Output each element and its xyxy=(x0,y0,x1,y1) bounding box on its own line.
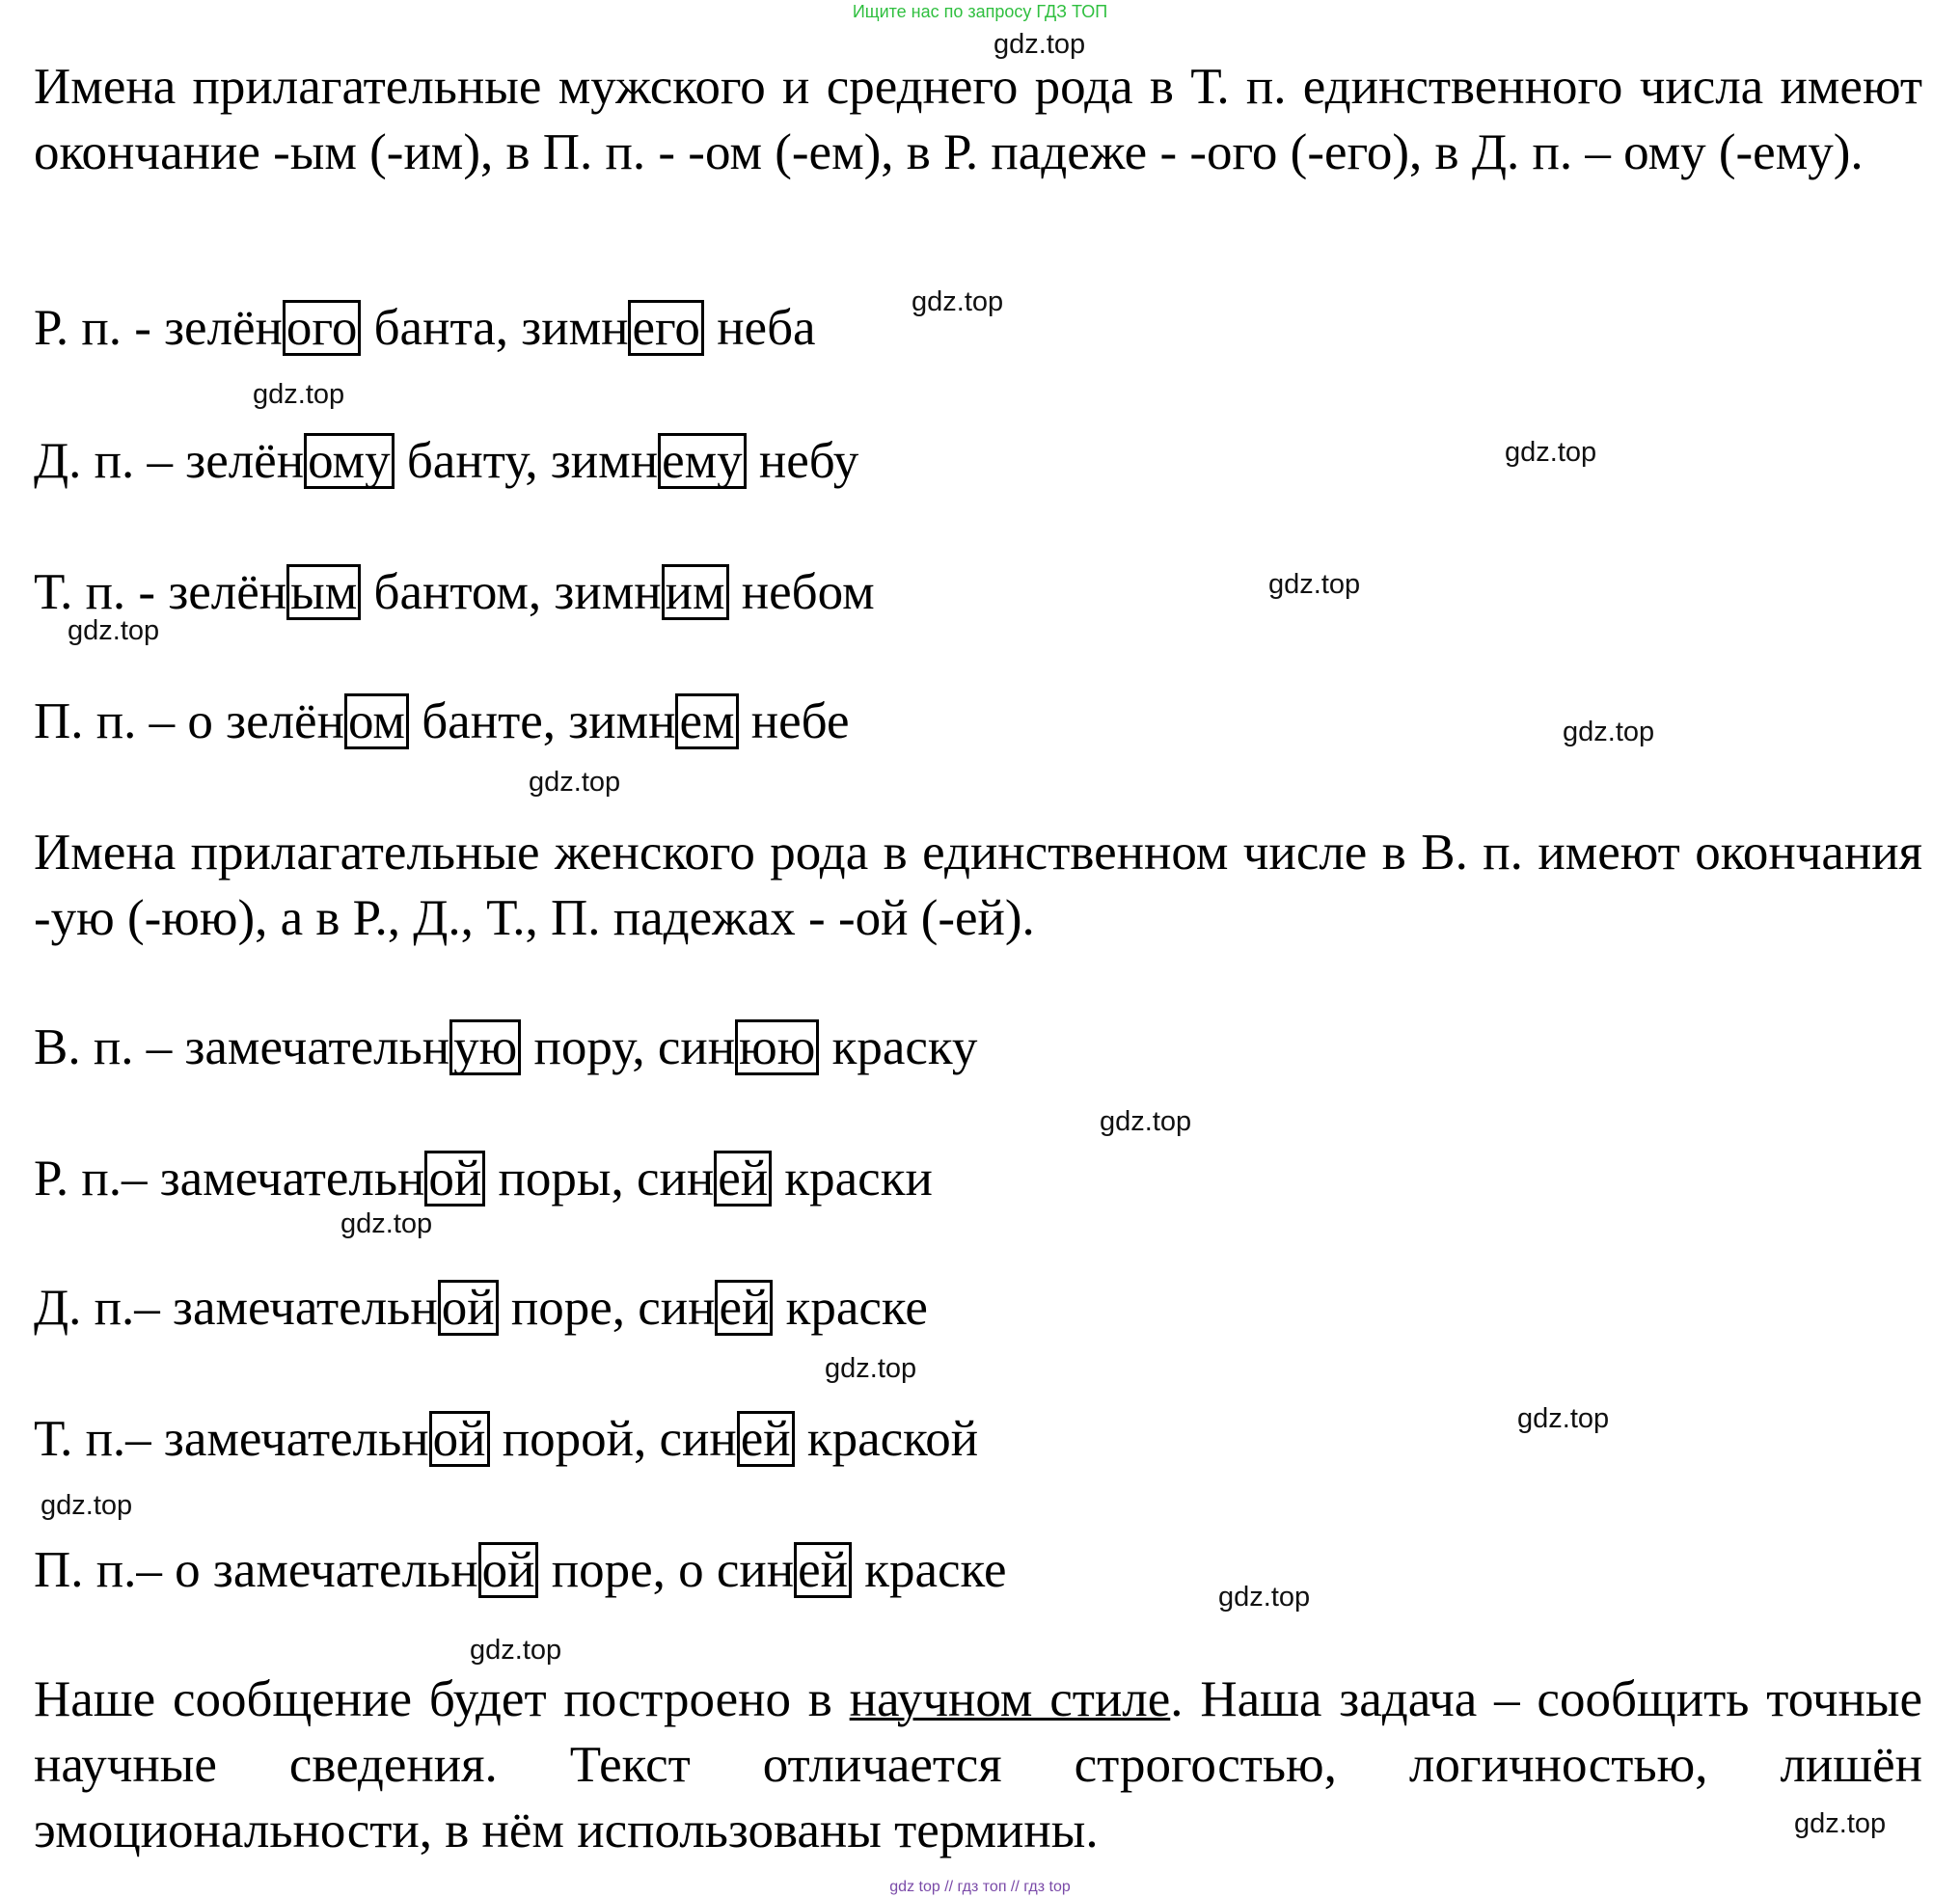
text-fragment: небом xyxy=(728,564,875,620)
watermark: gdz.top xyxy=(470,1635,562,1666)
text-fragment: Д. п.– замечательн xyxy=(34,1280,438,1336)
text-fragment: П. п. – о зелён xyxy=(34,693,344,749)
style-conclusion xyxy=(34,1667,1922,1863)
text-fragment: краске xyxy=(851,1542,1007,1598)
search-banner: Ищите нас по запросу ГДЗ ТОП xyxy=(852,2,1108,21)
underlined-term: научном стиле xyxy=(849,1671,1171,1727)
text-fragment: краски xyxy=(772,1151,933,1207)
ending-box: им xyxy=(662,564,729,620)
ending-box: юю xyxy=(735,1019,819,1075)
case-row-genitive-fem xyxy=(34,1146,933,1211)
watermark: gdz.top xyxy=(41,1490,133,1521)
watermark: gdz.top xyxy=(1218,1582,1311,1613)
ending-box: ому xyxy=(304,433,395,489)
text-fragment: Д. п. – зелён xyxy=(34,433,305,489)
text-fragment: . Наша задача – сообщить точные научные сведения. Текст отличается строгостью, логичностью, лишён эмоциональности, в нём использованы термины. xyxy=(34,1671,1922,1858)
ending-box: ой xyxy=(438,1280,499,1336)
ending-box: ой xyxy=(478,1542,539,1598)
case-row-instrumental-fem xyxy=(34,1406,978,1472)
text-fragment: Наше сообщение будет построено в xyxy=(34,1671,850,1727)
watermark: gdz.top xyxy=(340,1208,433,1239)
text-fragment: поры, син xyxy=(485,1151,715,1207)
text-fragment: небу xyxy=(746,433,859,489)
text-fragment: Т. п.– замечательн xyxy=(34,1411,429,1467)
ending-box: ого xyxy=(283,300,361,356)
ending-box: ей xyxy=(737,1411,795,1467)
text-fragment: Р. п. - зелён xyxy=(34,300,283,356)
text-fragment: краску xyxy=(819,1019,978,1075)
ending-box: его xyxy=(628,300,703,356)
text-fragment: краской xyxy=(794,1411,979,1467)
ending-box: ему xyxy=(658,433,747,489)
ending-box: ей xyxy=(715,1280,773,1336)
rule-masculine-neuter: Имена прилагательные мужского и среднего рода в Т. п. единственного числа имеют окончание -ым (-им), в П. п. - -ом (-ем), в Р. падеже - -ого (-его), в Д. п. – ому (-ему). xyxy=(34,59,1922,180)
text-fragment: В. п. – замечательн xyxy=(34,1019,450,1075)
ending-box: ей xyxy=(794,1542,852,1598)
text-fragment: порой, син xyxy=(489,1411,737,1467)
case-row-instrumental xyxy=(34,559,875,625)
case-row-prepositional-fem xyxy=(34,1537,1007,1603)
text-fragment: П. п.– о замечательн xyxy=(34,1542,478,1598)
watermark: gdz.top xyxy=(529,767,621,798)
text-fragment: пору, син xyxy=(521,1019,736,1075)
watermark: gdz.top xyxy=(1505,437,1597,468)
ending-box: ой xyxy=(429,1411,490,1467)
text-fragment: банте, зимн xyxy=(408,693,676,749)
case-row-genitive xyxy=(34,295,816,361)
ending-box: ом xyxy=(344,693,409,749)
ending-box: ем xyxy=(675,693,738,749)
case-row-accusative xyxy=(34,1015,977,1080)
text-fragment: поре, син xyxy=(498,1280,716,1336)
watermark: gdz.top xyxy=(994,29,1086,60)
watermark: gdz.top xyxy=(1100,1106,1192,1137)
ending-box: ую xyxy=(449,1019,521,1075)
text-fragment: банту, зимн xyxy=(394,433,659,489)
watermark: gdz.top xyxy=(1563,717,1655,747)
text-fragment: банта, зимн xyxy=(361,300,629,356)
case-row-prepositional xyxy=(34,689,849,754)
case-row-dative-fem xyxy=(34,1275,928,1341)
text-fragment: краске xyxy=(773,1280,928,1336)
ending-box: ой xyxy=(424,1151,485,1207)
footer-links: gdz top // гдз топ // гдз top xyxy=(889,1879,1071,1895)
watermark: gdz.top xyxy=(912,286,1004,317)
case-row-dative xyxy=(34,428,858,494)
text-fragment: Т. п. - зелён xyxy=(34,564,287,620)
text-fragment: Р. п.– замечательн xyxy=(34,1151,425,1207)
text-fragment: бантом, зимн xyxy=(361,564,662,620)
text-fragment: неба xyxy=(703,300,816,356)
watermark: gdz.top xyxy=(68,615,160,646)
text-fragment: поре, о син xyxy=(538,1542,795,1598)
watermark: gdz.top xyxy=(1268,569,1361,600)
watermark: gdz.top xyxy=(1794,1808,1887,1839)
text-fragment: небе xyxy=(738,693,850,749)
ending-box: ым xyxy=(286,564,361,620)
watermark: gdz.top xyxy=(1517,1403,1610,1434)
watermark: gdz.top xyxy=(825,1353,917,1384)
rule-feminine: Имена прилагательные женского рода в единственном числе в В. п. имеют окончания -ую (-юю), а в Р., Д., Т., П. падежах - -ой (-ей). xyxy=(34,825,1922,946)
ending-box: ей xyxy=(714,1151,772,1207)
watermark: gdz.top xyxy=(253,379,345,410)
